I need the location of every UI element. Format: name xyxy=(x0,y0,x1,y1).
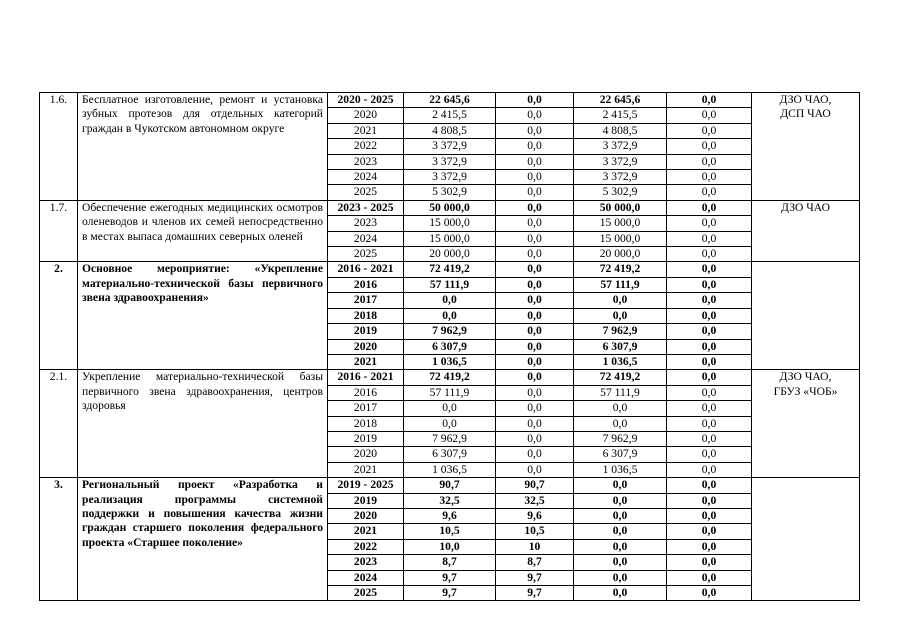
other-amount-cell: 0,0 xyxy=(667,324,752,339)
table-row xyxy=(40,200,860,215)
total-amount-cell: 3 372,9 xyxy=(404,139,496,154)
period-cell: 2017 xyxy=(328,293,404,308)
responsible-executor xyxy=(752,262,860,370)
other-amount-cell: 0,0 xyxy=(667,555,752,570)
total-amount-cell: 6 307,9 xyxy=(404,339,496,354)
federal-amount-cell: 0,0 xyxy=(496,139,574,154)
period-cell: 2019 - 2025 xyxy=(328,478,404,493)
other-amount-cell: 0,0 xyxy=(667,416,752,431)
item-number: 3. xyxy=(40,478,78,601)
regional-amount-cell: 22 645,6 xyxy=(574,93,667,108)
period-cell: 2024 xyxy=(328,170,404,185)
total-amount-cell: 20 000,0 xyxy=(404,247,496,262)
federal-amount-cell: 0,0 xyxy=(496,431,574,446)
regional-amount-cell: 15 000,0 xyxy=(574,231,667,246)
other-amount-cell: 0,0 xyxy=(667,154,752,169)
item-description: Укрепление материально-технической базы первичного звена здравоохранения, центров здоровья xyxy=(78,370,328,478)
item-description: Региональный проект «Разработка и реализация программы системной поддержки и повышения качества жизни граждан старшего поколения федерального проекта «Старшее поколение» xyxy=(78,478,328,601)
period-cell: 2021 xyxy=(328,123,404,138)
regional-amount-cell: 57 111,9 xyxy=(574,385,667,400)
other-amount-cell: 0,0 xyxy=(667,462,752,477)
federal-amount-cell: 0,0 xyxy=(496,416,574,431)
total-amount-cell: 9,7 xyxy=(404,570,496,585)
regional-amount-cell: 3 372,9 xyxy=(574,139,667,154)
federal-amount-cell: 0,0 xyxy=(496,247,574,262)
period-cell: 2023 - 2025 xyxy=(328,200,404,215)
responsible-executor xyxy=(752,370,860,478)
regional-amount-cell: 57 111,9 xyxy=(574,277,667,292)
total-amount-cell: 9,7 xyxy=(404,586,496,601)
federal-amount-cell: 0,0 xyxy=(496,354,574,369)
federal-amount-cell: 0,0 xyxy=(496,370,574,385)
federal-amount-cell: 0,0 xyxy=(496,262,574,277)
federal-amount-cell: 0,0 xyxy=(496,123,574,138)
total-amount-cell: 57 111,9 xyxy=(404,277,496,292)
total-amount-cell: 2 415,5 xyxy=(404,108,496,123)
regional-amount-cell: 20 000,0 xyxy=(574,247,667,262)
federal-amount-cell: 0,0 xyxy=(496,385,574,400)
other-amount-cell: 0,0 xyxy=(667,200,752,215)
federal-amount-cell: 0,0 xyxy=(496,170,574,185)
period-cell: 2017 xyxy=(328,401,404,416)
total-amount-cell: 0,0 xyxy=(404,416,496,431)
item-description: Бесплатное изготовление, ремонт и установка зубных протезов для отдельных категорий граждан в Чукотском автономном округе xyxy=(78,93,328,201)
total-amount-cell: 50 000,0 xyxy=(404,200,496,215)
federal-amount-cell: 9,7 xyxy=(496,570,574,585)
other-amount-cell: 0,0 xyxy=(667,508,752,523)
other-amount-cell: 0,0 xyxy=(667,370,752,385)
period-cell: 2020 xyxy=(328,339,404,354)
federal-amount-cell: 10 xyxy=(496,539,574,554)
other-amount-cell: 0,0 xyxy=(667,93,752,108)
federal-amount-cell: 0,0 xyxy=(496,154,574,169)
period-cell: 2023 xyxy=(328,555,404,570)
table-row xyxy=(40,370,860,385)
regional-amount-cell: 4 808,5 xyxy=(574,123,667,138)
regional-amount-cell: 3 372,9 xyxy=(574,154,667,169)
other-amount-cell: 0,0 xyxy=(667,586,752,601)
total-amount-cell: 32,5 xyxy=(404,493,496,508)
total-amount-cell: 22 645,6 xyxy=(404,93,496,108)
period-cell: 2025 xyxy=(328,185,404,200)
other-amount-cell: 0,0 xyxy=(667,216,752,231)
federal-amount-cell: 32,5 xyxy=(496,493,574,508)
period-cell: 2018 xyxy=(328,416,404,431)
regional-amount-cell: 5 302,9 xyxy=(574,185,667,200)
period-cell: 2020 - 2025 xyxy=(328,93,404,108)
other-amount-cell: 0,0 xyxy=(667,262,752,277)
total-amount-cell: 57 111,9 xyxy=(404,385,496,400)
total-amount-cell: 4 808,5 xyxy=(404,123,496,138)
period-cell: 2023 xyxy=(328,216,404,231)
total-amount-cell: 7 962,9 xyxy=(404,324,496,339)
regional-amount-cell: 0,0 xyxy=(574,570,667,585)
item-description: Обеспечение ежегодных медицинских осмотров оленеводов и членов их семей непосредственно в местах выпаса домашних северных оленей xyxy=(78,200,328,262)
total-amount-cell: 6 307,9 xyxy=(404,447,496,462)
period-cell: 2021 xyxy=(328,354,404,369)
federal-amount-cell: 9,7 xyxy=(496,586,574,601)
federal-amount-cell: 8,7 xyxy=(496,555,574,570)
table-row xyxy=(40,478,860,493)
period-cell: 2025 xyxy=(328,586,404,601)
item-number: 1.7. xyxy=(40,200,78,262)
regional-amount-cell: 0,0 xyxy=(574,401,667,416)
other-amount-cell: 0,0 xyxy=(667,431,752,446)
total-amount-cell: 90,7 xyxy=(404,478,496,493)
federal-amount-cell: 0,0 xyxy=(496,93,574,108)
other-amount-cell: 0,0 xyxy=(667,108,752,123)
regional-amount-cell: 2 415,5 xyxy=(574,108,667,123)
regional-amount-cell: 72 419,2 xyxy=(574,262,667,277)
total-amount-cell: 1 036,5 xyxy=(404,462,496,477)
table-body xyxy=(40,93,860,601)
regional-amount-cell: 0,0 xyxy=(574,416,667,431)
period-cell: 2016 - 2021 xyxy=(328,262,404,277)
period-cell: 2019 xyxy=(328,431,404,446)
regional-amount-cell: 0,0 xyxy=(574,539,667,554)
federal-amount-cell: 0,0 xyxy=(496,231,574,246)
regional-amount-cell: 72 419,2 xyxy=(574,370,667,385)
responsible-executor xyxy=(752,478,860,601)
period-cell: 2024 xyxy=(328,231,404,246)
other-amount-cell: 0,0 xyxy=(667,385,752,400)
other-amount-cell: 0,0 xyxy=(667,231,752,246)
regional-amount-cell: 3 372,9 xyxy=(574,170,667,185)
regional-amount-cell: 0,0 xyxy=(574,493,667,508)
period-cell: 2016 xyxy=(328,277,404,292)
federal-amount-cell: 0,0 xyxy=(496,462,574,477)
program-funding-table xyxy=(39,92,860,601)
regional-amount-cell: 7 962,9 xyxy=(574,324,667,339)
total-amount-cell: 10,5 xyxy=(404,524,496,539)
responsible-executor xyxy=(752,93,860,201)
regional-amount-cell: 0,0 xyxy=(574,586,667,601)
other-amount-cell: 0,0 xyxy=(667,139,752,154)
regional-amount-cell: 6 307,9 xyxy=(574,447,667,462)
responsible-executor-line: ДЗО ЧАО, xyxy=(779,370,832,384)
other-amount-cell: 0,0 xyxy=(667,401,752,416)
other-amount-cell: 0,0 xyxy=(667,123,752,138)
total-amount-cell: 72 419,2 xyxy=(404,370,496,385)
federal-amount-cell: 0,0 xyxy=(496,185,574,200)
total-amount-cell: 72 419,2 xyxy=(404,262,496,277)
responsible-executor-line: ДСП ЧАО xyxy=(780,107,831,121)
regional-amount-cell: 50 000,0 xyxy=(574,200,667,215)
total-amount-cell: 7 962,9 xyxy=(404,431,496,446)
table-row xyxy=(40,262,860,277)
period-cell: 2018 xyxy=(328,308,404,323)
period-cell: 2016 xyxy=(328,385,404,400)
table-row xyxy=(40,93,860,108)
regional-amount-cell: 0,0 xyxy=(574,555,667,570)
total-amount-cell: 10,0 xyxy=(404,539,496,554)
period-cell: 2021 xyxy=(328,524,404,539)
other-amount-cell: 0,0 xyxy=(667,185,752,200)
period-cell: 2022 xyxy=(328,539,404,554)
regional-amount-cell: 15 000,0 xyxy=(574,216,667,231)
other-amount-cell: 0,0 xyxy=(667,354,752,369)
item-number: 2.1. xyxy=(40,370,78,478)
total-amount-cell: 9,6 xyxy=(404,508,496,523)
period-cell: 2020 xyxy=(328,508,404,523)
item-description: Основное мероприятие: «Укрепление материально-технической базы первичного звена здравоохранения» xyxy=(78,262,328,370)
federal-amount-cell: 9,6 xyxy=(496,508,574,523)
federal-amount-cell: 0,0 xyxy=(496,401,574,416)
responsible-executor-line: ГБУЗ «ЧОБ» xyxy=(773,384,838,398)
federal-amount-cell: 0,0 xyxy=(496,339,574,354)
federal-amount-cell: 0,0 xyxy=(496,216,574,231)
federal-amount-cell: 0,0 xyxy=(496,108,574,123)
period-cell: 2024 xyxy=(328,570,404,585)
other-amount-cell: 0,0 xyxy=(667,478,752,493)
total-amount-cell: 3 372,9 xyxy=(404,154,496,169)
period-cell: 2016 - 2021 xyxy=(328,370,404,385)
federal-amount-cell: 90,7 xyxy=(496,478,574,493)
federal-amount-cell: 0,0 xyxy=(496,308,574,323)
regional-amount-cell: 1 036,5 xyxy=(574,462,667,477)
total-amount-cell: 0,0 xyxy=(404,308,496,323)
period-cell: 2021 xyxy=(328,462,404,477)
period-cell: 2020 xyxy=(328,108,404,123)
total-amount-cell: 0,0 xyxy=(404,401,496,416)
total-amount-cell: 8,7 xyxy=(404,555,496,570)
regional-amount-cell: 0,0 xyxy=(574,293,667,308)
other-amount-cell: 0,0 xyxy=(667,339,752,354)
other-amount-cell: 0,0 xyxy=(667,247,752,262)
federal-amount-cell: 10,5 xyxy=(496,524,574,539)
other-amount-cell: 0,0 xyxy=(667,570,752,585)
period-cell: 2020 xyxy=(328,447,404,462)
other-amount-cell: 0,0 xyxy=(667,539,752,554)
period-cell: 2025 xyxy=(328,247,404,262)
other-amount-cell: 0,0 xyxy=(667,277,752,292)
federal-amount-cell: 0,0 xyxy=(496,200,574,215)
other-amount-cell: 0,0 xyxy=(667,524,752,539)
total-amount-cell: 15 000,0 xyxy=(404,216,496,231)
period-cell: 2019 xyxy=(328,493,404,508)
other-amount-cell: 0,0 xyxy=(667,493,752,508)
regional-amount-cell: 0,0 xyxy=(574,478,667,493)
other-amount-cell: 0,0 xyxy=(667,308,752,323)
period-cell: 2019 xyxy=(328,324,404,339)
regional-amount-cell: 0,0 xyxy=(574,308,667,323)
responsible-executor-line: ДЗО ЧАО, xyxy=(779,93,832,106)
other-amount-cell: 0,0 xyxy=(667,293,752,308)
total-amount-cell: 15 000,0 xyxy=(404,231,496,246)
item-number: 2. xyxy=(40,262,78,370)
total-amount-cell: 0,0 xyxy=(404,293,496,308)
total-amount-cell: 1 036,5 xyxy=(404,354,496,369)
responsible-executor-line: ДЗО ЧАО xyxy=(781,200,830,214)
federal-amount-cell: 0,0 xyxy=(496,293,574,308)
other-amount-cell: 0,0 xyxy=(667,170,752,185)
federal-amount-cell: 0,0 xyxy=(496,277,574,292)
other-amount-cell: 0,0 xyxy=(667,447,752,462)
regional-amount-cell: 0,0 xyxy=(574,524,667,539)
regional-amount-cell: 6 307,9 xyxy=(574,339,667,354)
regional-amount-cell: 7 962,9 xyxy=(574,431,667,446)
item-number: 1.6. xyxy=(40,93,78,201)
total-amount-cell: 3 372,9 xyxy=(404,170,496,185)
regional-amount-cell: 0,0 xyxy=(574,508,667,523)
total-amount-cell: 5 302,9 xyxy=(404,185,496,200)
period-cell: 2023 xyxy=(328,154,404,169)
period-cell: 2022 xyxy=(328,139,404,154)
federal-amount-cell: 0,0 xyxy=(496,447,574,462)
federal-amount-cell: 0,0 xyxy=(496,324,574,339)
regional-amount-cell: 1 036,5 xyxy=(574,354,667,369)
responsible-executor xyxy=(752,200,860,262)
